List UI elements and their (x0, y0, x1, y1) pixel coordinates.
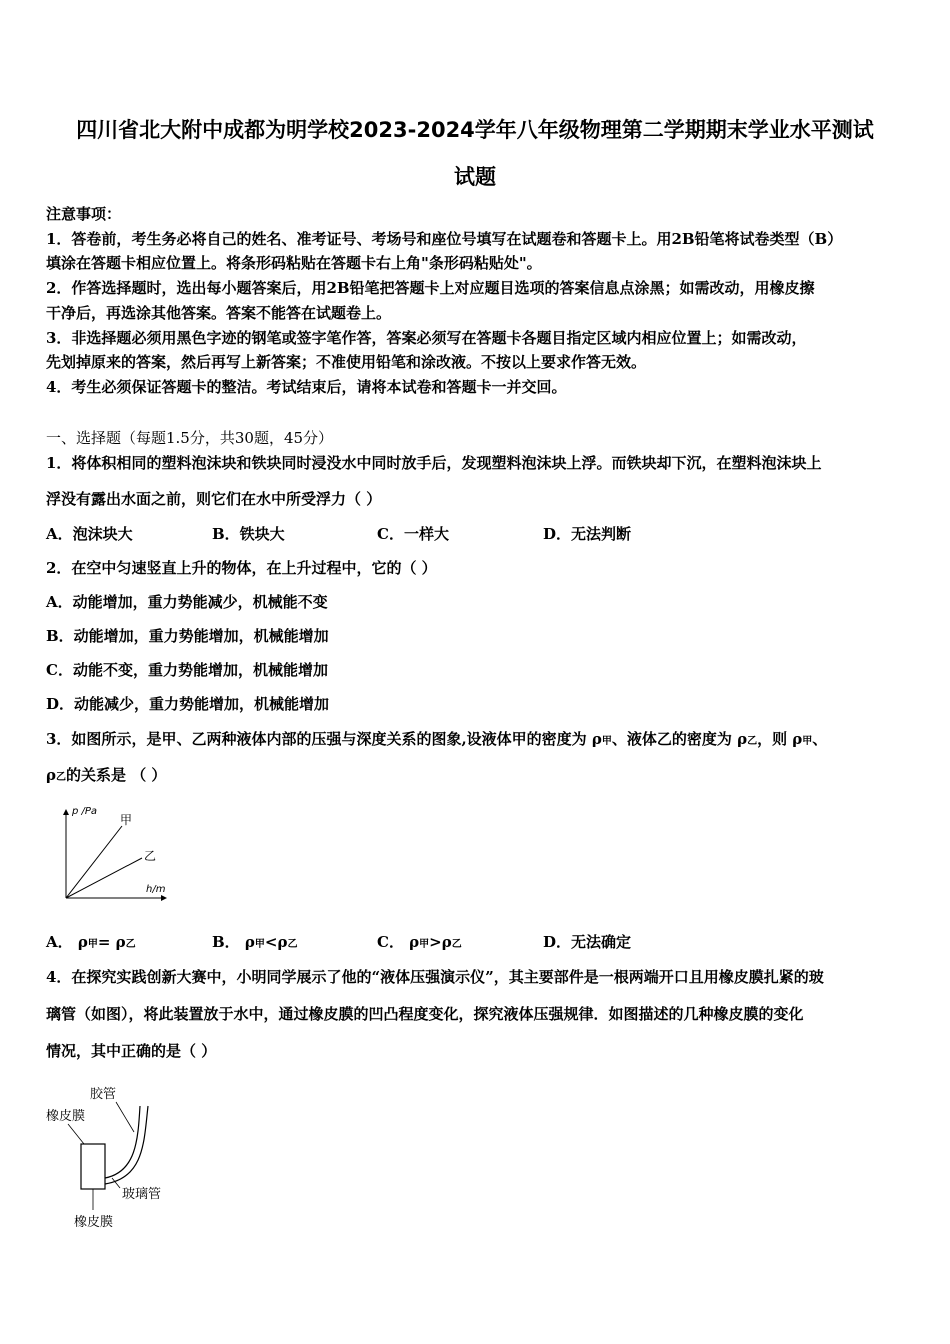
sub-yi-2: 乙 (55, 772, 66, 783)
q3-b-1: B． ρ (212, 933, 255, 951)
q3-b-sub1: 甲 (254, 939, 265, 950)
title-line-1: 四川省北大附中成都为明学校2023-2024学年八年级物理第二学期期末学业水平测试 (76, 118, 874, 142)
q3-a-sub1: 甲 (87, 939, 98, 950)
q3-a-2: = ρ (97, 933, 126, 951)
q3-text-2: 、液体乙的密度为 ρ (611, 730, 748, 748)
note-1-line-1: 1．答卷前，考生务必将自己的姓名、准考证号、考场号和座位号填写在试题卷和答题卡上。用2B铅笔将试卷类型（B） (46, 230, 843, 248)
q4-stem-line-1: 4．在探究实践创新大赛中，小明同学展示了他的“液体压强演示仪”，其主要部件是一根两端开口且用橡皮膜扎紧的玻 (46, 968, 824, 986)
label-jia: 甲 (120, 813, 133, 827)
pressure-demonstrator-figure (44, 1080, 204, 1232)
label-glass: 玻璃管 (122, 1187, 162, 1202)
x-axis-label: h/m (146, 884, 166, 895)
q3-a-1: A． ρ (46, 933, 88, 951)
q2-stem: 2．在空中匀速竖直上升的物体，在上升过程中，它的（ ） (46, 559, 437, 577)
label-membrane-top: 橡皮膜 (46, 1109, 86, 1124)
line-jia (66, 826, 122, 898)
note-3-line-2: 先划掉原来的答案，然后再写上新答案；不准使用铅笔和涂改液。不按以上要求作答无效。 (46, 353, 647, 371)
hose-outer (105, 1106, 140, 1178)
note-1-line-2: 填涂在答题卡相应位置上。将条形码粘贴在答题卡右上角"条形码粘贴处"。 (46, 254, 542, 272)
q3-text-3: ，则 ρ (757, 730, 803, 748)
note-2-line-1: 2．作答选择题时，选出每小题答案后，用2B铅笔把答题卡上对应题目选项的答案信息点涂黑；如需改动，用橡皮擦 (46, 279, 815, 297)
sub-jia-2: 甲 (802, 736, 813, 747)
sub-yi: 乙 (747, 736, 758, 747)
q3-b-2: <ρ (264, 933, 288, 951)
q4-stem-line-3: 情况，其中正确的是（ ） (46, 1042, 217, 1060)
pressure-depth-graph (46, 800, 176, 906)
q3-text-1: 3．如图所示，是甲、乙两种液体内部的压强与深度关系的图象,设液体甲的密度为 ρ (46, 730, 602, 748)
q1-option-d: D．无法判断 (543, 525, 632, 543)
title-line-2: 试题 (454, 165, 496, 189)
q3-option-d: D．无法确定 (543, 933, 632, 951)
q1-stem-line-1: 1．将体积相同的塑料泡沫块和铁块同时浸没水中同时放手后，发现塑料泡沫块上浮。而铁块却下沉，在塑料泡沫块上 (46, 454, 822, 472)
note-4: 4．考生必须保证答题卡的整洁。考试结束后，请将本试卷和答题卡一并交回。 (46, 378, 567, 396)
glass-tube (81, 1144, 105, 1189)
q3-a-sub2: 乙 (125, 939, 136, 950)
q3-c-2: >ρ (429, 933, 452, 951)
q2-option-d: D．动能减少，重力势能增加，机械能增加 (46, 695, 330, 713)
q1-stem-line-2: 浮没有露出水面之前，则它们在水中所受浮力（ ） (46, 490, 382, 508)
q3-option-a (46, 931, 136, 952)
q1-option-c: C．一样大 (377, 525, 449, 543)
q3-stem-line-1 (46, 728, 827, 749)
q3-c-sub1: 甲 (419, 939, 430, 950)
q3-option-c (377, 931, 462, 952)
hose-inner (105, 1106, 148, 1184)
q2-option-c: C．动能不变，重力势能增加，机械能增加 (46, 661, 328, 679)
q3-c-1: C． ρ (377, 933, 420, 951)
q3-rho: ρ (46, 766, 56, 784)
pointer-hose (116, 1102, 134, 1132)
label-hose: 胶管 (90, 1087, 117, 1102)
q1-option-a: A．泡沫块大 (46, 525, 133, 543)
q2-option-a: A．动能增加，重力势能减少，机械能不变 (46, 593, 328, 611)
label-membrane-bottom: 橡皮膜 (74, 1215, 114, 1230)
q4-stem-line-2: 璃管（如图），将此装置放于水中，通过橡皮膜的凹凸程度变化，探究液体压强规律．如图描述的几种橡皮膜的变化 (46, 1005, 804, 1023)
q3-option-b (212, 931, 297, 952)
sub-jia: 甲 (601, 736, 612, 747)
y-axis-label: p /Pa (72, 806, 98, 817)
q3-stem-line-2 (46, 764, 166, 785)
label-yi: 乙 (144, 849, 157, 863)
q3-b-sub2: 乙 (287, 939, 298, 950)
note-2-line-2: 干净后，再选涂其他答案。答案不能答在试题卷上。 (46, 304, 392, 322)
section-heading: 一、选择题（每题1.5分，共30题，45分） (46, 429, 334, 447)
q3-c-sub2: 乙 (451, 939, 462, 950)
q2-option-b: B．动能增加，重力势能增加，机械能增加 (46, 627, 329, 645)
note-3-line-1: 3．非选择题必须用黑色字迹的钢笔或签字笔作答，答案必须写在答题卡各题目指定区域内相应位置上；如需改动， (46, 329, 807, 347)
line-yi (66, 858, 142, 898)
q3-text-4: 、 (812, 730, 828, 748)
notes-heading: 注意事项： (46, 205, 122, 223)
pointer-membrane-top (68, 1124, 84, 1144)
q3-text-5: 的关系是 （ ） (65, 766, 167, 784)
q1-option-b: B．铁块大 (212, 525, 285, 543)
